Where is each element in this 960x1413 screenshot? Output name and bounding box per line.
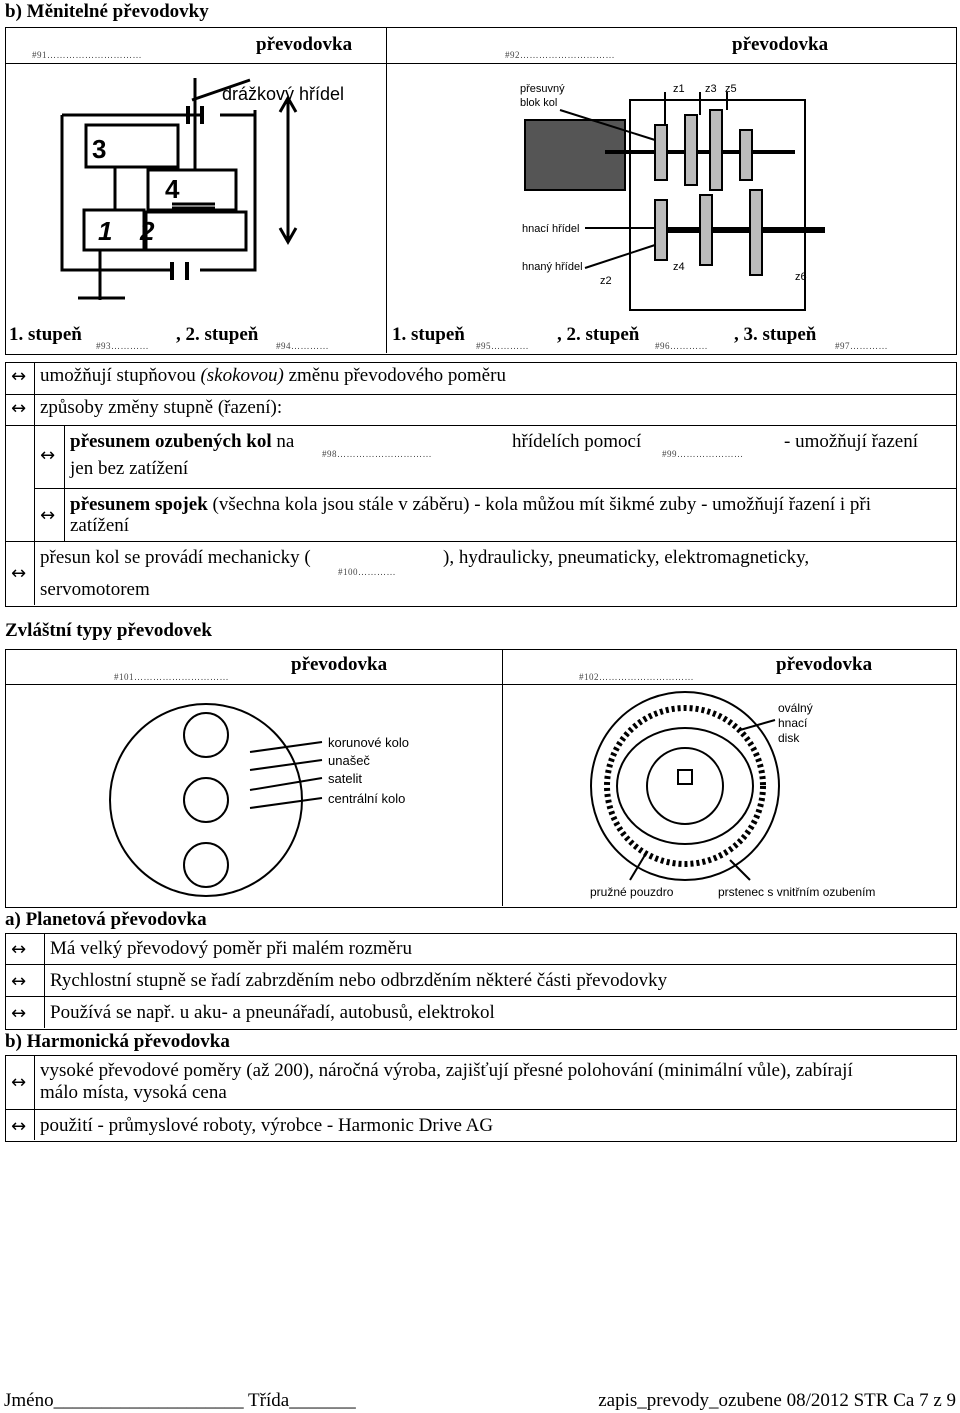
svg-text:disk: disk xyxy=(778,731,800,745)
gearbox-left-label: převodovka xyxy=(256,34,353,55)
svg-text:hnací: hnací xyxy=(778,716,808,730)
blank-100[interactable]: #100………… xyxy=(338,567,396,577)
row-stepwise-change: umožňují stupňovou (skokovou) změnu převodového poměru xyxy=(40,365,506,386)
three-speed-gearbox-figure xyxy=(505,70,845,315)
svg-text:z5: z5 xyxy=(725,83,737,95)
arrow-icon: ↔ xyxy=(11,1003,27,1024)
svg-text:oválný: oválný xyxy=(778,701,813,715)
harmonic-item-1b: málo místa, vysoká cena xyxy=(40,1082,227,1103)
harmonic-heading: b) Harmonická převodovka xyxy=(5,1031,230,1052)
svg-text:4: 4 xyxy=(165,174,180,204)
footer-name-field[interactable]: ____________________ xyxy=(53,1390,244,1411)
svg-text:3: 3 xyxy=(92,134,107,164)
svg-text:z6: z6 xyxy=(795,271,807,283)
blank-101[interactable]: #101………………………… xyxy=(114,672,229,682)
section-heading-b: b) Měnitelné převodovky xyxy=(5,1,209,22)
arrow-icon: ↔ xyxy=(11,1072,27,1093)
blank-98[interactable]: #98………………………… xyxy=(322,449,432,459)
gearbox-right-label: převodovka xyxy=(732,34,829,55)
blank-91[interactable]: #91………………………… xyxy=(32,50,142,60)
arrow-icon: ↔ xyxy=(11,398,27,419)
svg-text:z4: z4 xyxy=(673,261,685,273)
left-speed-2: , 2. stupeň xyxy=(176,324,259,345)
arrow-icon: ↔ xyxy=(11,971,27,992)
row-clutch-shift: přesunem spojek (všechna kola jsou stále v záběru) - kola můžou mít šikmé zuby - umožňují řazení i při xyxy=(70,494,871,515)
svg-text:korunové kolo: korunové kolo xyxy=(328,735,409,750)
svg-text:unašeč: unašeč xyxy=(328,753,370,768)
planetary-item-3: Používá se např. u aku- a pneunářadí, autobusů, elektrokol xyxy=(50,1002,495,1023)
footer-class-field[interactable]: _______ xyxy=(289,1390,356,1411)
harmonic-item-2: použití - průmyslové roboty, výrobce - Harmonic Drive AG xyxy=(40,1115,494,1136)
arrow-icon: ↔ xyxy=(11,563,27,584)
svg-text:z2: z2 xyxy=(600,275,612,287)
svg-text:prstenec s vnitřním ozubením: prstenec s vnitřním ozubením xyxy=(718,885,876,899)
blank-96[interactable]: #96………… xyxy=(655,341,708,351)
svg-text:centrální kolo: centrální kolo xyxy=(328,791,406,806)
blank-94[interactable]: #94………… xyxy=(276,341,329,351)
footer-file-info: zapis_prevody_ozubene 08/2012 STR Ca 7 z 9 xyxy=(598,1390,956,1411)
right-speed-1: 1. stupeň xyxy=(392,324,465,345)
row-shift-methods: způsoby změny stupně (řazení): xyxy=(40,397,283,418)
arrow-icon: ↔ xyxy=(11,366,27,387)
svg-text:1: 1 xyxy=(98,216,113,246)
footer-name-label: Jméno xyxy=(4,1390,54,1411)
harmonic-gear-figure xyxy=(580,690,876,902)
svg-text:z3: z3 xyxy=(705,83,717,95)
right-speed-2: , 2. stupeň xyxy=(557,324,640,345)
arrow-icon: ↔ xyxy=(40,445,56,466)
blank-95[interactable]: #95………… xyxy=(476,341,529,351)
svg-text:hnaný hřídel: hnaný hřídel xyxy=(522,261,583,273)
svg-text:2: 2 xyxy=(140,216,155,246)
gearbox-schematic-figure xyxy=(50,70,370,310)
svg-text:satelit: satelit xyxy=(328,771,362,786)
arrow-icon: ↔ xyxy=(11,1116,27,1137)
special-right-label: převodovka xyxy=(776,654,873,675)
planetary-item-2: Rychlostní stupně se řadí zabrzděním nebo odbrzděním některé části převodovky xyxy=(50,970,668,991)
planetary-item-1: Má velký převodový poměr při malém rozměru xyxy=(50,938,412,959)
special-left-label: převodovka xyxy=(291,654,388,675)
right-speed-3: , 3. stupeň xyxy=(734,324,817,345)
row-gear-shift: přesunem ozubených kol na xyxy=(70,431,295,452)
footer xyxy=(4,1390,356,1412)
row-shift-drive: přesun kol se provádí mechanicky ( xyxy=(40,547,311,568)
blank-102[interactable]: #102………………………… xyxy=(579,672,694,682)
blank-92[interactable]: #92………………………… xyxy=(505,50,615,60)
arrow-icon: ↔ xyxy=(40,505,56,526)
blank-97[interactable]: #97………… xyxy=(835,341,888,351)
blank-99[interactable]: #99………………… xyxy=(662,449,744,459)
planetary-heading: a) Planetová převodovka xyxy=(5,909,207,930)
arrow-icon: ↔ xyxy=(11,939,27,960)
svg-text:blok kol: blok kol xyxy=(520,97,558,109)
special-types-heading: Zvláštní typy převodovek xyxy=(5,620,212,641)
svg-text:hnací hřídel: hnací hřídel xyxy=(522,223,580,235)
footer-class-label: Třída xyxy=(248,1390,290,1411)
svg-text:přesuvný: přesuvný xyxy=(520,83,565,95)
blank-93[interactable]: #93………… xyxy=(96,341,149,351)
fig-label-splined-shaft: drážkový hřídel xyxy=(222,84,345,104)
harmonic-item-1a: vysoké převodové poměry (až 200), náročná výroba, zajišťují přesné polohování (minimální vůle), zabírají xyxy=(40,1060,853,1081)
svg-text:pružné pouzdro: pružné pouzdro xyxy=(590,885,674,899)
svg-text:z1: z1 xyxy=(673,83,685,95)
left-speed-1: 1. stupeň xyxy=(9,324,82,345)
planetary-gear-figure xyxy=(100,690,440,900)
